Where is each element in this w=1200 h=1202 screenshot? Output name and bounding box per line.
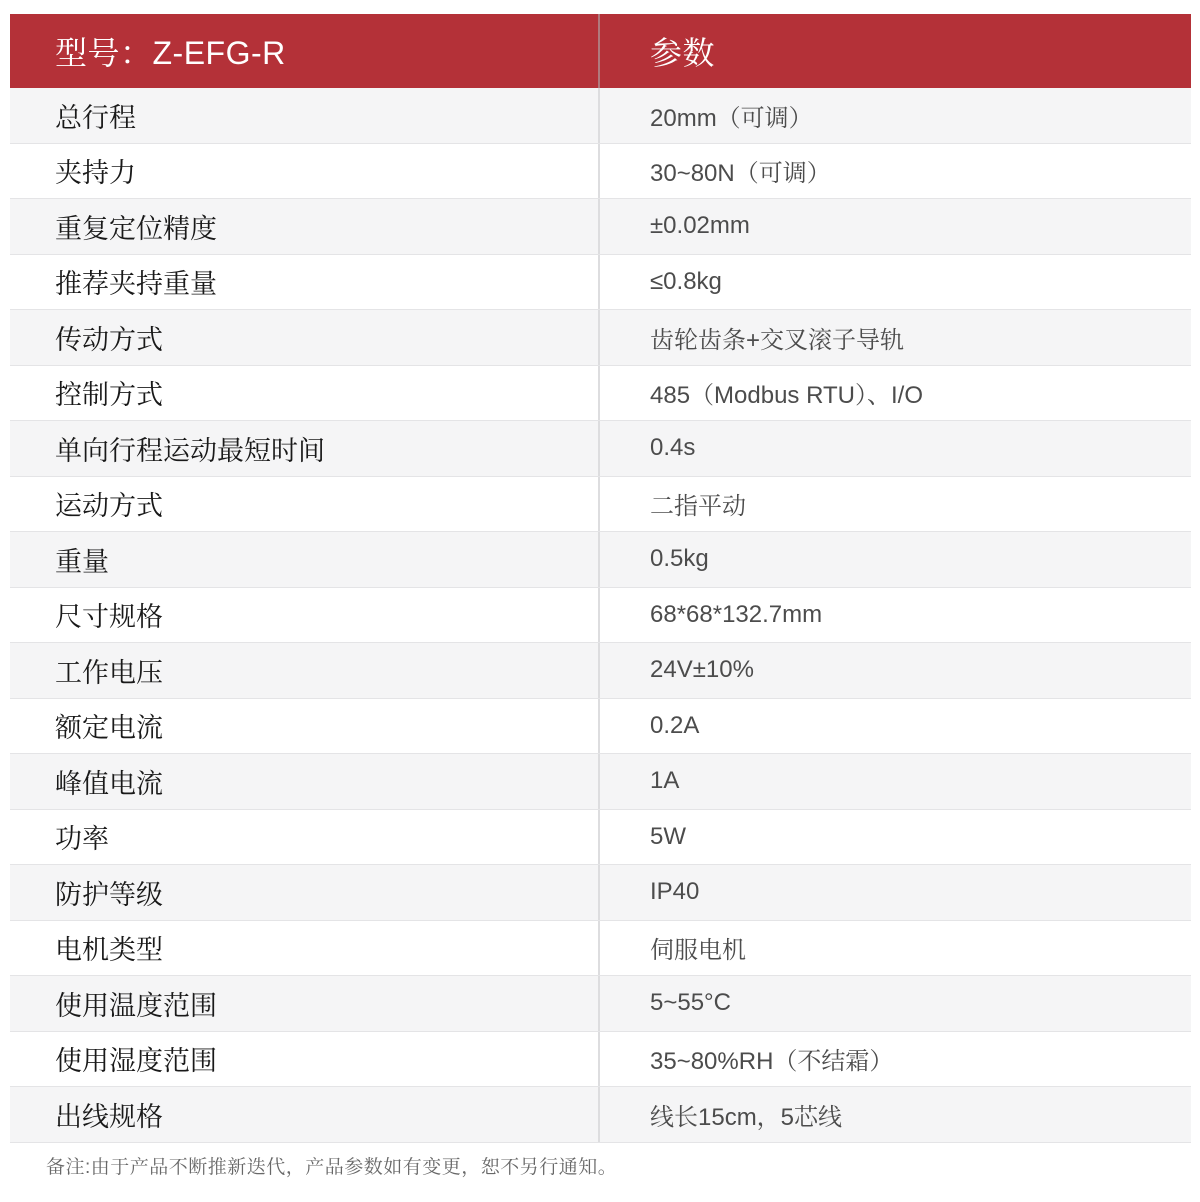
- row-value: 二指平动: [598, 477, 1191, 532]
- row-value: ±0.02mm: [598, 199, 1191, 254]
- table-row: [10, 421, 1191, 477]
- spec-table: [10, 14, 1191, 1143]
- row-value: 伺服电机: [598, 921, 1191, 976]
- row-label: 峰值电流: [55, 768, 163, 799]
- table-row: [10, 1032, 1191, 1088]
- row-label: 使用湿度范围: [55, 1046, 217, 1077]
- table-row: [10, 1087, 1191, 1143]
- row-label: 功率: [55, 824, 109, 855]
- table-row: [10, 976, 1191, 1032]
- table-row: [10, 921, 1191, 977]
- table-row: [10, 643, 1191, 699]
- row-value: 齿轮齿条+交叉滚子导轨: [598, 310, 1191, 365]
- footnote: 备注:由于产品不断推新迭代，产品参数如有变更，恕不另行通知。: [46, 1157, 618, 1178]
- table-row: [10, 865, 1191, 921]
- row-label: 额定电流: [55, 713, 163, 744]
- row-label: 传动方式: [55, 324, 163, 355]
- header-param-title: 参数: [598, 14, 1191, 88]
- table-row: [10, 588, 1191, 644]
- table-row: [10, 88, 1191, 144]
- row-label: 工作电压: [55, 657, 163, 688]
- table-row: [10, 144, 1191, 200]
- row-label: 出线规格: [55, 1101, 163, 1132]
- table-row: [10, 754, 1191, 810]
- row-value: 30~80N（可调）: [598, 144, 1191, 199]
- row-label: 尺寸规格: [55, 602, 163, 633]
- table-row: [10, 199, 1191, 255]
- row-label: 夹持力: [55, 158, 136, 189]
- row-label: 运动方式: [55, 491, 163, 522]
- row-label: 推荐夹持重量: [55, 269, 217, 300]
- row-value: IP40: [598, 865, 1191, 920]
- row-label: 单向行程运动最短时间: [55, 435, 325, 466]
- table-row: [10, 810, 1191, 866]
- row-value: 0.5kg: [598, 532, 1191, 587]
- table-body: [10, 88, 1191, 1143]
- row-label: 重量: [55, 546, 109, 577]
- table-row: [10, 699, 1191, 755]
- table-row: [10, 366, 1191, 422]
- row-label: 重复定位精度: [55, 213, 217, 244]
- table-row: [10, 532, 1191, 588]
- table-row: [10, 310, 1191, 366]
- row-value: 5W: [598, 810, 1191, 865]
- table-row: [10, 255, 1191, 311]
- header-model-title: 型号：Z-EFG-R: [55, 35, 286, 71]
- row-label: 使用温度范围: [55, 990, 217, 1021]
- row-label: 防护等级: [55, 879, 163, 910]
- row-value: 5~55°C: [598, 976, 1191, 1031]
- row-value: 1A: [598, 754, 1191, 809]
- row-label: 控制方式: [55, 380, 163, 411]
- table-row: [10, 477, 1191, 533]
- row-value: 485（Modbus RTU）、I/O: [598, 366, 1191, 421]
- row-value: ≤0.8kg: [598, 255, 1191, 310]
- row-value: 35~80%RH（不结霜）: [598, 1032, 1191, 1087]
- row-value: 20mm（可调）: [598, 88, 1191, 143]
- row-value: 24V±10%: [598, 643, 1191, 698]
- row-value: 线长15cm，5芯线: [598, 1087, 1191, 1142]
- row-value: 68*68*132.7mm: [598, 588, 1191, 643]
- row-label: 总行程: [55, 102, 136, 133]
- row-value: 0.4s: [598, 421, 1191, 476]
- table-header-row: [10, 14, 1191, 88]
- row-label: 电机类型: [55, 935, 163, 966]
- row-value: 0.2A: [598, 699, 1191, 754]
